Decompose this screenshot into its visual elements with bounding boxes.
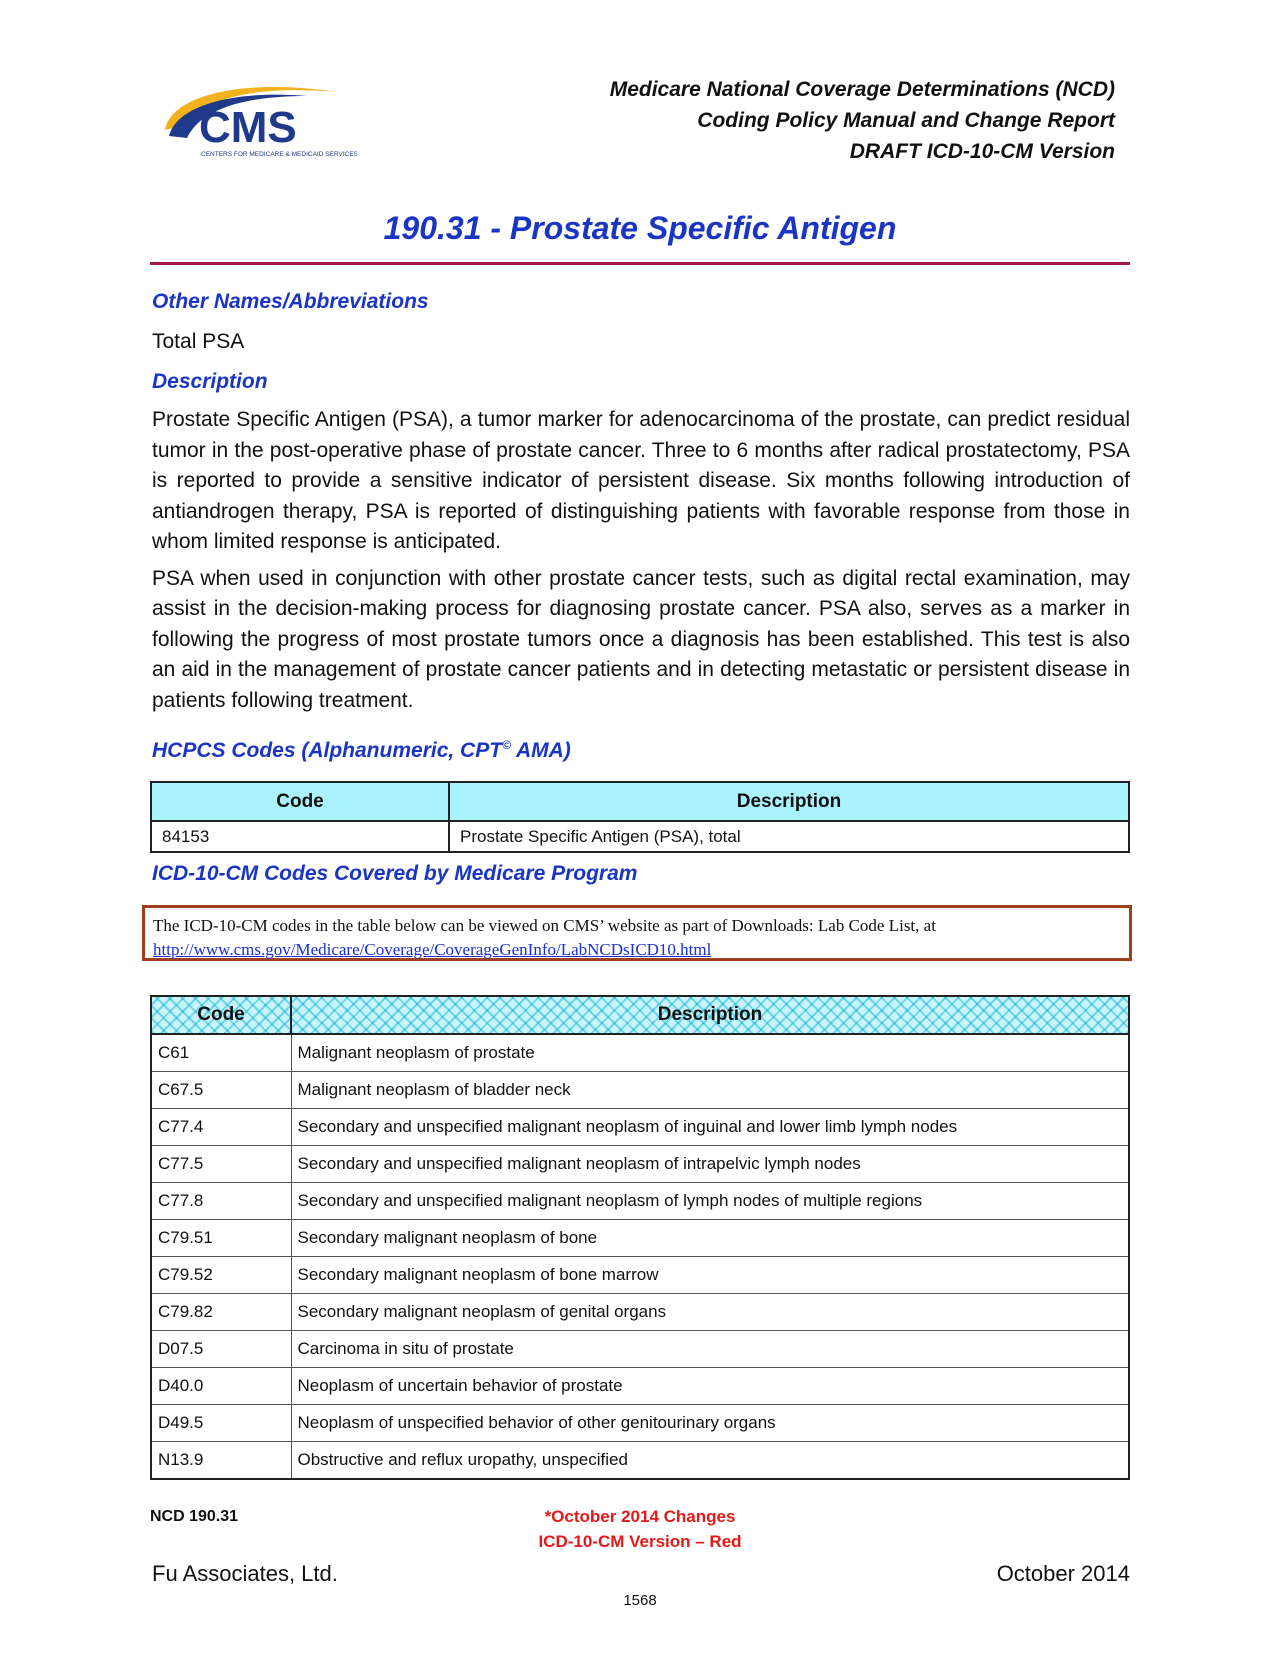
table-row [151, 1072, 1129, 1109]
table-row [151, 1034, 1129, 1072]
description-cell: Neoplasm of uncertain behavior of prostate [291, 1368, 1129, 1405]
icd-heading: ICD-10-CM Codes Covered by Medicare Program [152, 862, 638, 885]
logo-wordmark: CMS [199, 103, 297, 152]
footer-changes-note [440, 1504, 840, 1554]
cms-logo [157, 80, 357, 160]
column-header-code: Code [151, 782, 449, 821]
code-cell: 84153 [151, 821, 449, 852]
page-number: 1568 [623, 1592, 657, 1609]
header-line-3: DRAFT ICD-10-CM Version [849, 140, 1115, 163]
description-cell: Neoplasm of unspecified behavior of other genitourinary organs [291, 1405, 1129, 1442]
table-row [151, 1109, 1129, 1146]
table-row [151, 1368, 1129, 1405]
document-header [610, 74, 1115, 167]
description-cell: Secondary malignant neoplasm of bone marrow [291, 1257, 1129, 1294]
other-names-heading: Other Names/Abbreviations [152, 290, 429, 313]
code-cell: C77.8 [151, 1183, 291, 1220]
icd-table [150, 995, 1130, 1480]
code-cell: C79.82 [151, 1294, 291, 1331]
column-header-code: Code [151, 996, 291, 1034]
hcpcs-table [150, 781, 1130, 853]
code-cell: C61 [151, 1034, 291, 1072]
footer-changes-line-1: *October 2014 Changes [544, 1507, 736, 1526]
code-cell: N13.9 [151, 1442, 291, 1480]
description-cell: Secondary malignant neoplasm of bone [291, 1220, 1129, 1257]
table-row [151, 1183, 1129, 1220]
page-title: 190.31 - Prostate Specific Antigen [383, 210, 897, 246]
header-line-2: Coding Policy Manual and Change Report [697, 109, 1115, 132]
description-cell: Secondary and unspecified malignant neoplasm of inguinal and lower limb lymph nodes [291, 1109, 1129, 1146]
table-header-row [151, 996, 1129, 1034]
other-names-value: Total PSA [152, 330, 245, 353]
download-note [142, 905, 1132, 961]
header-line-1: Medicare National Coverage Determinations (NCD) [609, 78, 1115, 101]
footer-ncd-number: NCD 190.31 [150, 1508, 239, 1525]
table-row [151, 1257, 1129, 1294]
description-heading: Description [152, 370, 268, 393]
description-cell: Malignant neoplasm of prostate [291, 1034, 1129, 1072]
table-row [151, 1331, 1129, 1368]
description-cell: Malignant neoplasm of bladder neck [291, 1072, 1129, 1109]
footer-company: Fu Associates, Ltd. [152, 1561, 338, 1586]
code-cell: D49.5 [151, 1405, 291, 1442]
description-body [152, 405, 1130, 722]
code-cell: D07.5 [151, 1331, 291, 1368]
logo-subtext: CENTERS FOR MEDICARE & MEDICAID SERVICES [201, 151, 357, 158]
column-header-description: Description [449, 782, 1129, 821]
description-cell: Prostate Specific Antigen (PSA), total [449, 821, 1129, 852]
table-row [151, 1442, 1129, 1480]
code-cell: C77.4 [151, 1109, 291, 1146]
code-cell: D40.0 [151, 1368, 291, 1405]
table-header-row [151, 782, 1129, 821]
column-header-description: Description [291, 996, 1129, 1034]
hcpcs-heading [152, 738, 571, 763]
footer-changes-line-2: ICD-10-CM Version – Red [538, 1532, 742, 1551]
copyright-mark: © [502, 738, 511, 752]
hcpcs-heading-tail: AMA) [510, 739, 571, 762]
table-row [151, 1405, 1129, 1442]
description-cell: Carcinoma in situ of prostate [291, 1331, 1129, 1368]
description-cell: Secondary malignant neoplasm of genital organs [291, 1294, 1129, 1331]
footer-date: October 2014 [996, 1561, 1130, 1586]
lab-code-list-link[interactable]: http://www.cms.gov/Medicare/Coverage/CoverageGenInfo/LabNCDsICD10.html [153, 940, 712, 959]
title-divider [150, 262, 1130, 265]
code-cell: C77.5 [151, 1146, 291, 1183]
description-cell: Obstructive and reflux uropathy, unspecified [291, 1442, 1129, 1480]
code-cell: C79.51 [151, 1220, 291, 1257]
description-cell: Secondary and unspecified malignant neoplasm of lymph nodes of multiple regions [291, 1183, 1129, 1220]
table-row [151, 1294, 1129, 1331]
description-paragraph-1: Prostate Specific Antigen (PSA), a tumor marker for adenocarcinoma of the prostate, can predict residual tumor in the post-operative phase of prostate cancer. Three to 6 months after radical prostatectomy, PSA is reported to provide a sensitive indicator of persistent disease. Six months following introduction of antiandrogen therapy, PSA is reported of distinguishing patients with favorable response from those in whom limited response is anticipated. [152, 408, 1130, 553]
table-row [151, 1146, 1129, 1183]
table-row [151, 1220, 1129, 1257]
code-cell: C79.52 [151, 1257, 291, 1294]
code-cell: C67.5 [151, 1072, 291, 1109]
hcpcs-heading-text: HCPCS Codes (Alphanumeric, CPT [152, 739, 503, 762]
table-row [151, 821, 1129, 852]
note-text: The ICD-10-CM codes in the table below can be viewed on CMS’ website as part of Downloads: Lab Code List, at [153, 916, 936, 935]
description-cell: Secondary and unspecified malignant neoplasm of intrapelvic lymph nodes [291, 1146, 1129, 1183]
description-paragraph-2: PSA when used in conjunction with other prostate cancer tests, such as digital rectal examination, may assist in the decision-making process for diagnosing prostate cancer. PSA also, serves as a marker in following the progress of most prostate tumors once a diagnosis has been established. This test is also an aid in the management of prostate cancer patients and in detecting metastatic or persistent disease in patients following treatment. [152, 566, 1130, 712]
